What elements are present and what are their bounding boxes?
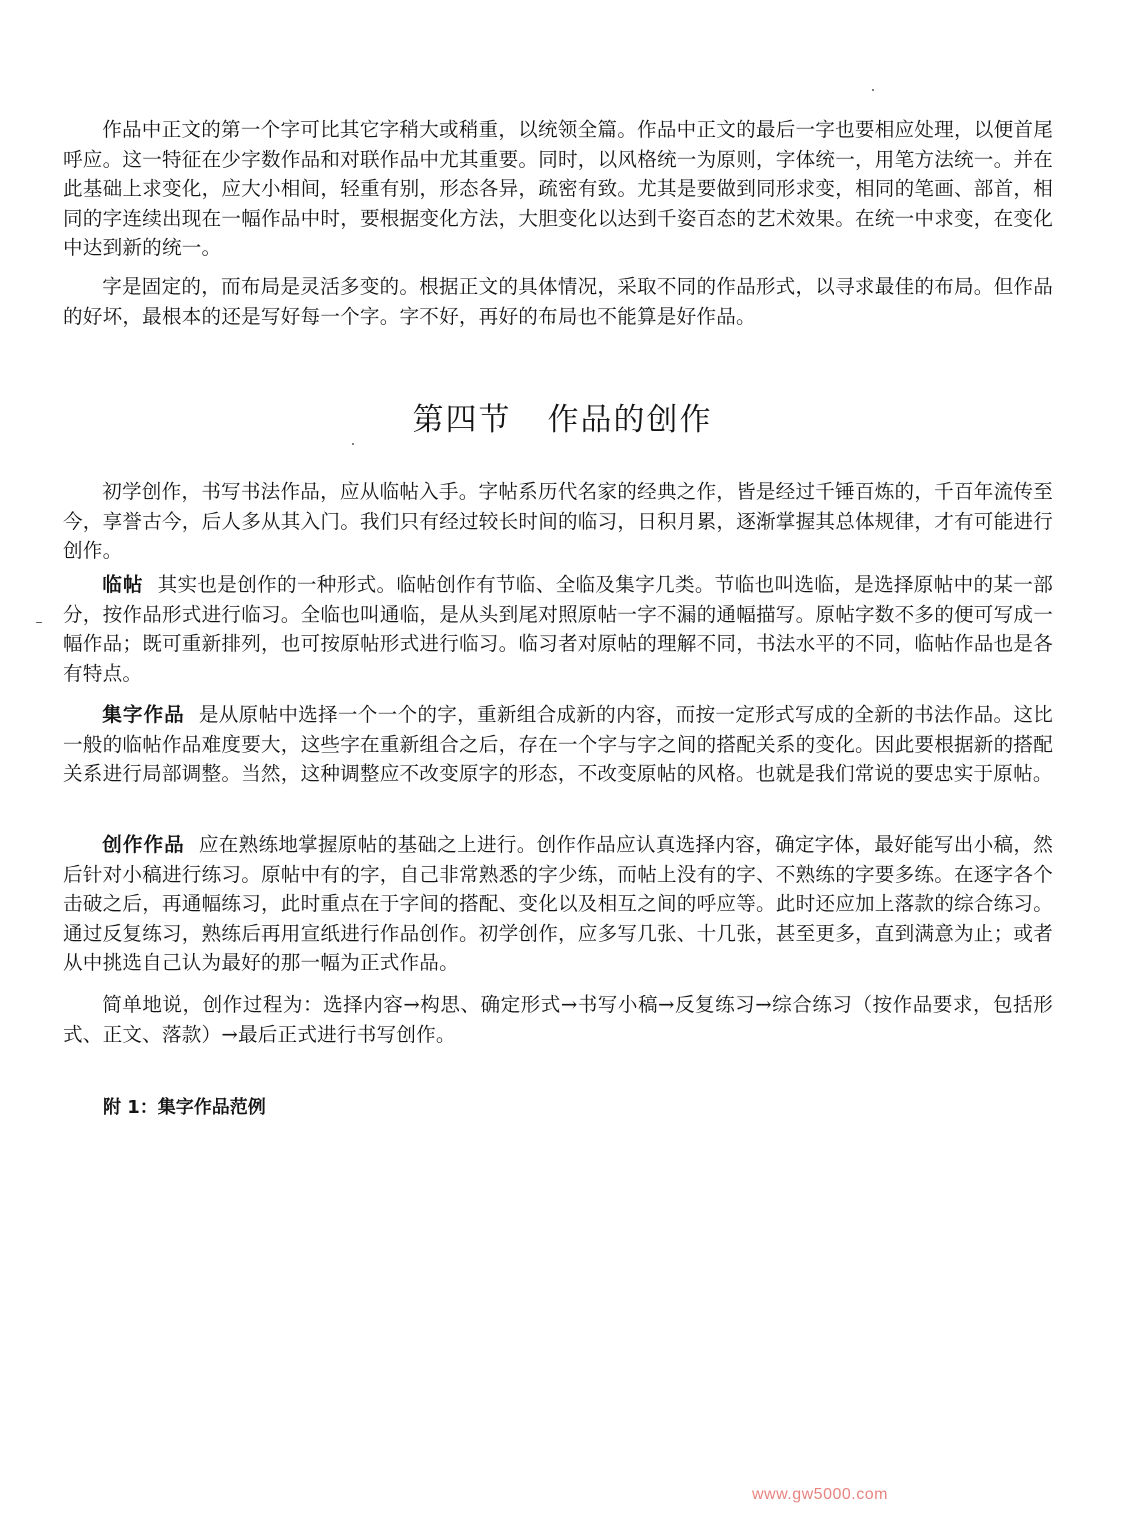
paragraph-collected-characters-text: 是从原帖中选择一个一个的字，重新组合成新的内容，而按一定形式写成的全新的书法作品。这比一般的临帖作品难度要大，这些字在重新组合之后，存在一个字与字之间的搭配关系的变化。因此要根据新的搭配关系进行局部调整。当然，这种调整应不改变原字的形态，不改变原帖的风格。也就是我们常说的要忠实于原帖。 xyxy=(63,703,1053,785)
paragraph-original-works xyxy=(63,830,1053,978)
term-copying: 临帖 xyxy=(102,573,144,596)
term-original-works: 创作作品 xyxy=(102,833,185,856)
section-number: 第四节 xyxy=(412,402,512,438)
watermark-url: www.gw5000.com xyxy=(752,1486,888,1503)
scan-speck xyxy=(872,89,874,91)
scan-speck xyxy=(36,622,42,623)
paragraph-copying-text: 其实也是创作的一种形式。临帖创作有节临、全临及集字几类。节临也叫选临，是选择原帖中的某一部分，按作品形式进行临习。全临也叫通临，是从头到尾对照原帖一字不漏的通幅描写。原帖字数不多的便可写成一幅作品；既可重新排列，也可按原帖形式进行临习。临习者对原帖的理解不同，书法水平的不同，临帖作品也是各有特点。 xyxy=(63,573,1054,685)
paragraph-first-character-emphasis: 作品中正文的第一个字可比其它字稍大或稍重，以统领全篇。作品中正文的最后一字也要相应处理，以便首尾呼应。这一特征在少字数作品和对联作品中尤其重要。同时，以风格统一为原则，字体统一，用笔方法统一。并在此基础上求变化，应大小相间，轻重有别，形态各异，疏密有致。尤其是要做到同形求变，相同的笔画、部首，相同的字连续出现在一幅作品中时，要根据变化方法，大胆变化以达到千姿百态的艺术效果。在统一中求变，在变化中达到新的统一。 xyxy=(63,118,1053,259)
paragraph-layout-flexibility: 字是固定的，而布局是灵活多变的。根据正文的具体情况，采取不同的作品形式，以寻求最佳的布局。但作品的好坏，最根本的还是写好每一个字。字不好，再好的布局也不能算是好作品。 xyxy=(63,275,1053,328)
section-heading xyxy=(0,398,1125,442)
paragraph-copying xyxy=(63,570,1053,688)
term-collected-characters: 集字作品 xyxy=(102,703,185,726)
scan-speck xyxy=(352,443,354,445)
paragraph-collected-characters xyxy=(63,700,1053,789)
paragraph-original-works-text: 应在熟练地掌握原帖的基础之上进行。创作作品应认真选择内容，确定字体，最好能写出小稿，然后针对小稿进行练习。原帖中有的字，自己非常熟悉的字少练，而帖上没有的字、不熟练的字要多练。在逐字各个击破之后，再通幅练习，此时重点在于字间的搭配、变化以及相互之间的呼应等。此时还应加上落款的综合练习。通过反复练习，熟练后再用宣纸进行作品创作。初学创作，应多写几张、十几张，甚至更多，直到满意为止；或者从中挑选自己认为最好的那一幅为正式作品。 xyxy=(63,833,1053,974)
section-title-text: 作品的创作 xyxy=(547,402,713,438)
appendix-heading: 附 1：集字作品范例 xyxy=(103,1097,266,1118)
paragraph-beginner-creation: 初学创作，书写书法作品，应从临帖入手。字帖系历代名家的经典之作，皆是经过千锤百炼的，千百年流传至今，享誉古今，后人多从其入门。我们只有经过较长时间的临习，日积月累，逐渐掌握其总体规律，才有可能进行创作。 xyxy=(63,480,1053,562)
paragraph-creation-process: 简单地说，创作过程为：选择内容→构思、确定形式→书写小稿→反复练习→综合练习（按作品要求，包括形式、正文、落款）→最后正式进行书写创作。 xyxy=(63,993,1053,1046)
